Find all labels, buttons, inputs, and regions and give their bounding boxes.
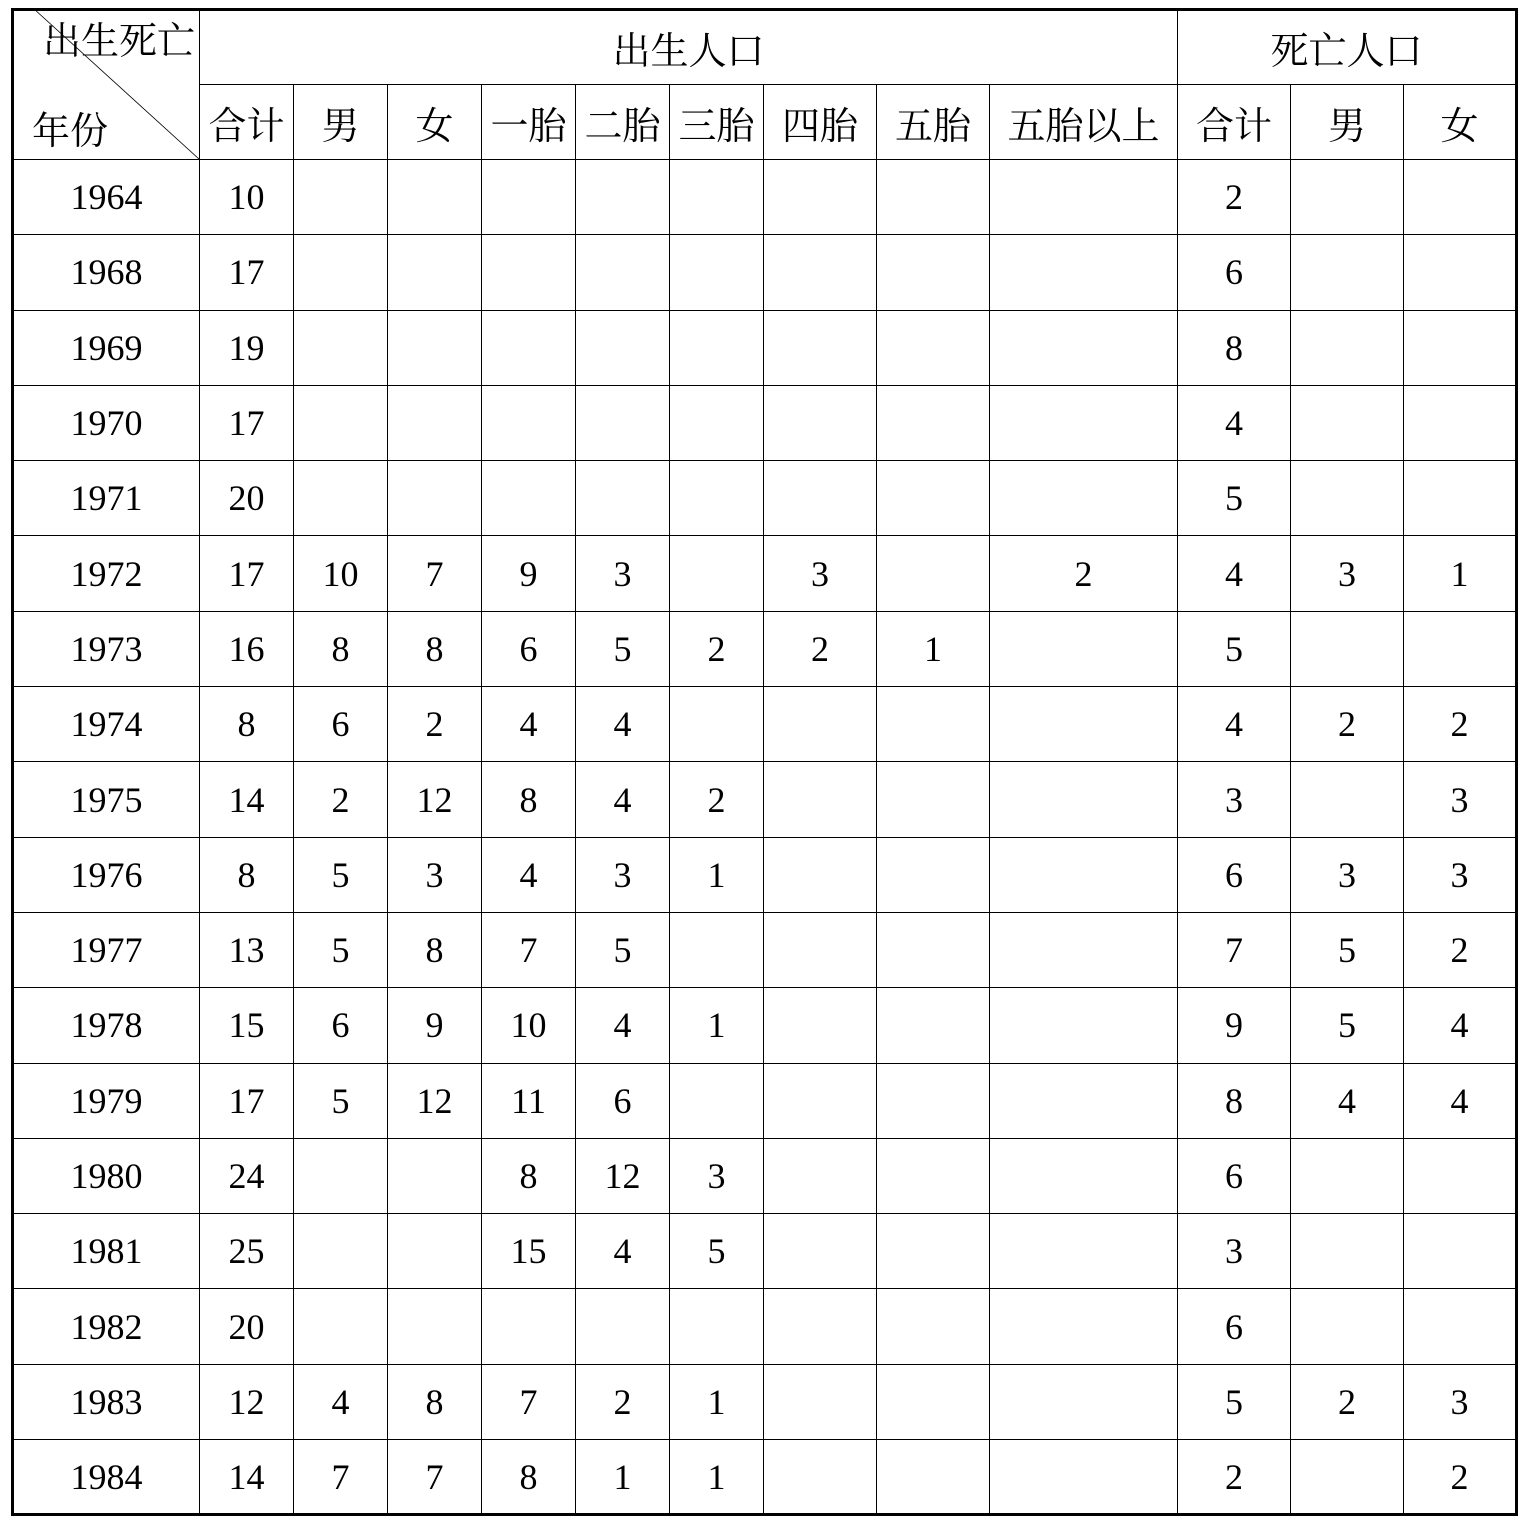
population-table bbox=[11, 8, 1518, 1516]
cell-death-total: 2 bbox=[1178, 1440, 1291, 1515]
col-header-death-male: 男 bbox=[1291, 85, 1404, 160]
cell-above-fifth-child bbox=[990, 762, 1178, 837]
cell-second-child bbox=[576, 310, 670, 385]
cell-fourth-child bbox=[764, 1214, 877, 1289]
cell-birth-male: 6 bbox=[294, 988, 388, 1063]
cell-birth-total: 20 bbox=[200, 461, 294, 536]
table-row bbox=[13, 837, 1517, 912]
cell-birth-male bbox=[294, 1289, 388, 1364]
cell-death-male bbox=[1291, 1289, 1404, 1364]
corner-header-cell bbox=[13, 10, 200, 160]
cell-death-male: 5 bbox=[1291, 988, 1404, 1063]
cell-third-child bbox=[670, 1063, 764, 1138]
cell-first-child bbox=[482, 235, 576, 310]
table-row bbox=[13, 1214, 1517, 1289]
cell-birth-female: 8 bbox=[388, 1364, 482, 1439]
cell-second-child: 6 bbox=[576, 1063, 670, 1138]
cell-first-child: 10 bbox=[482, 988, 576, 1063]
cell-year: 1981 bbox=[13, 1214, 200, 1289]
cell-above-fifth-child bbox=[990, 988, 1178, 1063]
cell-birth-female bbox=[388, 1138, 482, 1213]
cell-second-child: 4 bbox=[576, 988, 670, 1063]
cell-first-child bbox=[482, 1289, 576, 1364]
cell-death-female bbox=[1404, 1214, 1517, 1289]
cell-above-fifth-child bbox=[990, 385, 1178, 460]
cell-birth-total: 14 bbox=[200, 762, 294, 837]
cell-fifth-child bbox=[877, 310, 990, 385]
cell-death-total: 8 bbox=[1178, 310, 1291, 385]
cell-fifth-child bbox=[877, 1364, 990, 1439]
cell-first-child: 8 bbox=[482, 1440, 576, 1515]
cell-birth-female: 9 bbox=[388, 988, 482, 1063]
cell-year: 1970 bbox=[13, 385, 200, 460]
cell-fifth-child bbox=[877, 912, 990, 987]
cell-birth-female: 12 bbox=[388, 1063, 482, 1138]
cell-birth-total: 25 bbox=[200, 1214, 294, 1289]
cell-death-total: 4 bbox=[1178, 385, 1291, 460]
cell-death-total: 6 bbox=[1178, 1138, 1291, 1213]
cell-year: 1964 bbox=[13, 160, 200, 235]
cell-year: 1968 bbox=[13, 235, 200, 310]
cell-death-male bbox=[1291, 235, 1404, 310]
cell-death-total: 4 bbox=[1178, 536, 1291, 611]
corner-label-birth-death: 出生死亡 bbox=[42, 21, 195, 63]
cell-birth-total: 14 bbox=[200, 1440, 294, 1515]
table-row bbox=[13, 1138, 1517, 1213]
cell-birth-male bbox=[294, 1214, 388, 1289]
cell-birth-total: 15 bbox=[200, 988, 294, 1063]
cell-birth-male bbox=[294, 1138, 388, 1213]
cell-second-child bbox=[576, 1289, 670, 1364]
cell-death-female bbox=[1404, 1138, 1517, 1213]
cell-birth-total: 8 bbox=[200, 687, 294, 762]
cell-fourth-child bbox=[764, 310, 877, 385]
cell-fifth-child bbox=[877, 536, 990, 611]
cell-first-child: 8 bbox=[482, 1138, 576, 1213]
cell-birth-male bbox=[294, 385, 388, 460]
cell-death-male bbox=[1291, 611, 1404, 686]
cell-death-female bbox=[1404, 235, 1517, 310]
cell-birth-male bbox=[294, 235, 388, 310]
cell-fifth-child bbox=[877, 762, 990, 837]
cell-birth-male: 7 bbox=[294, 1440, 388, 1515]
cell-first-child: 8 bbox=[482, 762, 576, 837]
cell-first-child bbox=[482, 310, 576, 385]
cell-above-fifth-child bbox=[990, 160, 1178, 235]
cell-birth-female: 12 bbox=[388, 762, 482, 837]
cell-fourth-child bbox=[764, 1289, 877, 1364]
cell-birth-female bbox=[388, 160, 482, 235]
cell-death-male: 5 bbox=[1291, 912, 1404, 987]
cell-death-male: 3 bbox=[1291, 536, 1404, 611]
col-header-third-child: 三胎 bbox=[670, 85, 764, 160]
cell-birth-total: 20 bbox=[200, 1289, 294, 1364]
cell-year: 1973 bbox=[13, 611, 200, 686]
cell-fourth-child bbox=[764, 1440, 877, 1515]
cell-birth-total: 19 bbox=[200, 310, 294, 385]
cell-above-fifth-child bbox=[990, 310, 1178, 385]
cell-death-female bbox=[1404, 160, 1517, 235]
cell-year: 1983 bbox=[13, 1364, 200, 1439]
cell-death-total: 3 bbox=[1178, 1214, 1291, 1289]
cell-fifth-child bbox=[877, 1063, 990, 1138]
cell-death-total: 8 bbox=[1178, 1063, 1291, 1138]
cell-above-fifth-child bbox=[990, 912, 1178, 987]
cell-first-child: 15 bbox=[482, 1214, 576, 1289]
cell-birth-female: 8 bbox=[388, 611, 482, 686]
cell-death-total: 6 bbox=[1178, 837, 1291, 912]
cell-third-child: 1 bbox=[670, 1440, 764, 1515]
table-row bbox=[13, 536, 1517, 611]
cell-death-female bbox=[1404, 1289, 1517, 1364]
cell-second-child: 4 bbox=[576, 687, 670, 762]
cell-death-male: 3 bbox=[1291, 837, 1404, 912]
group-header-birth: 出生人口 bbox=[200, 10, 1178, 85]
cell-second-child: 5 bbox=[576, 912, 670, 987]
cell-first-child bbox=[482, 160, 576, 235]
table-row bbox=[13, 762, 1517, 837]
col-header-above-fifth-child: 五胎以上 bbox=[990, 85, 1178, 160]
cell-death-female: 3 bbox=[1404, 837, 1517, 912]
cell-death-female: 4 bbox=[1404, 1063, 1517, 1138]
cell-birth-male: 5 bbox=[294, 912, 388, 987]
group-header-death: 死亡人口 bbox=[1178, 10, 1517, 85]
cell-third-child: 2 bbox=[670, 611, 764, 686]
cell-birth-male bbox=[294, 310, 388, 385]
cell-year: 1982 bbox=[13, 1289, 200, 1364]
cell-fifth-child bbox=[877, 160, 990, 235]
col-header-first-child: 一胎 bbox=[482, 85, 576, 160]
corner-label-year: 年份 bbox=[32, 111, 109, 153]
cell-birth-male: 4 bbox=[294, 1364, 388, 1439]
cell-death-female: 4 bbox=[1404, 988, 1517, 1063]
table-row bbox=[13, 461, 1517, 536]
cell-above-fifth-child bbox=[990, 1214, 1178, 1289]
cell-year: 1971 bbox=[13, 461, 200, 536]
cell-year: 1980 bbox=[13, 1138, 200, 1213]
cell-fifth-child bbox=[877, 687, 990, 762]
cell-death-male bbox=[1291, 461, 1404, 536]
col-header-birth-male: 男 bbox=[294, 85, 388, 160]
cell-death-female: 2 bbox=[1404, 687, 1517, 762]
cell-first-child: 7 bbox=[482, 912, 576, 987]
cell-fourth-child bbox=[764, 762, 877, 837]
cell-fourth-child bbox=[764, 461, 877, 536]
table-row bbox=[13, 385, 1517, 460]
cell-birth-male: 2 bbox=[294, 762, 388, 837]
col-header-birth-total: 合计 bbox=[200, 85, 294, 160]
cell-death-male bbox=[1291, 310, 1404, 385]
cell-fifth-child bbox=[877, 988, 990, 1063]
cell-fourth-child bbox=[764, 988, 877, 1063]
cell-fifth-child bbox=[877, 837, 990, 912]
cell-above-fifth-child bbox=[990, 1440, 1178, 1515]
cell-year: 1979 bbox=[13, 1063, 200, 1138]
cell-above-fifth-child bbox=[990, 461, 1178, 536]
cell-birth-female bbox=[388, 310, 482, 385]
cell-death-total: 4 bbox=[1178, 687, 1291, 762]
cell-third-child bbox=[670, 310, 764, 385]
cell-death-male: 4 bbox=[1291, 1063, 1404, 1138]
cell-birth-male bbox=[294, 461, 388, 536]
cell-death-total: 5 bbox=[1178, 461, 1291, 536]
cell-fifth-child bbox=[877, 385, 990, 460]
cell-fifth-child bbox=[877, 235, 990, 310]
cell-birth-female bbox=[388, 1289, 482, 1364]
cell-birth-male: 8 bbox=[294, 611, 388, 686]
cell-above-fifth-child bbox=[990, 1289, 1178, 1364]
table-row bbox=[13, 687, 1517, 762]
cell-second-child bbox=[576, 160, 670, 235]
cell-first-child bbox=[482, 461, 576, 536]
cell-fourth-child bbox=[764, 1063, 877, 1138]
cell-above-fifth-child bbox=[990, 611, 1178, 686]
cell-first-child: 9 bbox=[482, 536, 576, 611]
cell-fourth-child bbox=[764, 1364, 877, 1439]
cell-first-child: 7 bbox=[482, 1364, 576, 1439]
cell-birth-total: 17 bbox=[200, 536, 294, 611]
cell-birth-total: 12 bbox=[200, 1364, 294, 1439]
table-row bbox=[13, 160, 1517, 235]
cell-death-male: 2 bbox=[1291, 1364, 1404, 1439]
cell-above-fifth-child bbox=[990, 1063, 1178, 1138]
cell-birth-total: 10 bbox=[200, 160, 294, 235]
table-row bbox=[13, 988, 1517, 1063]
cell-birth-total: 17 bbox=[200, 235, 294, 310]
cell-birth-total: 17 bbox=[200, 385, 294, 460]
table-row bbox=[13, 310, 1517, 385]
cell-death-female: 3 bbox=[1404, 1364, 1517, 1439]
cell-birth-female bbox=[388, 461, 482, 536]
cell-birth-male: 6 bbox=[294, 687, 388, 762]
cell-second-child: 4 bbox=[576, 762, 670, 837]
cell-death-female: 2 bbox=[1404, 1440, 1517, 1515]
cell-death-female: 2 bbox=[1404, 912, 1517, 987]
cell-death-male bbox=[1291, 1138, 1404, 1213]
cell-year: 1972 bbox=[13, 536, 200, 611]
cell-second-child: 4 bbox=[576, 1214, 670, 1289]
cell-birth-male bbox=[294, 160, 388, 235]
cell-death-male: 2 bbox=[1291, 687, 1404, 762]
cell-third-child bbox=[670, 536, 764, 611]
cell-fourth-child bbox=[764, 687, 877, 762]
cell-death-female bbox=[1404, 310, 1517, 385]
cell-fifth-child bbox=[877, 1440, 990, 1515]
cell-third-child: 1 bbox=[670, 837, 764, 912]
cell-death-total: 7 bbox=[1178, 912, 1291, 987]
cell-year: 1974 bbox=[13, 687, 200, 762]
col-header-death-total: 合计 bbox=[1178, 85, 1291, 160]
cell-third-child: 3 bbox=[670, 1138, 764, 1213]
cell-birth-total: 13 bbox=[200, 912, 294, 987]
cell-year: 1978 bbox=[13, 988, 200, 1063]
cell-death-male bbox=[1291, 1440, 1404, 1515]
cell-birth-female: 3 bbox=[388, 837, 482, 912]
cell-birth-female bbox=[388, 235, 482, 310]
cell-death-male bbox=[1291, 762, 1404, 837]
cell-above-fifth-child bbox=[990, 235, 1178, 310]
cell-third-child bbox=[670, 912, 764, 987]
cell-second-child: 3 bbox=[576, 837, 670, 912]
cell-third-child bbox=[670, 235, 764, 310]
cell-death-male bbox=[1291, 160, 1404, 235]
cell-fifth-child: 1 bbox=[877, 611, 990, 686]
col-header-fifth-child: 五胎 bbox=[877, 85, 990, 160]
col-header-death-female: 女 bbox=[1404, 85, 1517, 160]
cell-second-child: 3 bbox=[576, 536, 670, 611]
cell-birth-total: 8 bbox=[200, 837, 294, 912]
cell-death-total: 6 bbox=[1178, 235, 1291, 310]
cell-second-child: 5 bbox=[576, 611, 670, 686]
cell-death-female: 3 bbox=[1404, 762, 1517, 837]
cell-above-fifth-child bbox=[990, 1364, 1178, 1439]
cell-second-child bbox=[576, 235, 670, 310]
table-row bbox=[13, 1440, 1517, 1515]
cell-third-child bbox=[670, 461, 764, 536]
cell-birth-female: 2 bbox=[388, 687, 482, 762]
cell-first-child: 4 bbox=[482, 687, 576, 762]
cell-year: 1977 bbox=[13, 912, 200, 987]
cell-second-child bbox=[576, 461, 670, 536]
cell-fourth-child bbox=[764, 160, 877, 235]
cell-fifth-child bbox=[877, 1289, 990, 1364]
cell-death-total: 2 bbox=[1178, 160, 1291, 235]
cell-birth-total: 24 bbox=[200, 1138, 294, 1213]
table-row bbox=[13, 912, 1517, 987]
cell-death-total: 5 bbox=[1178, 611, 1291, 686]
cell-second-child bbox=[576, 385, 670, 460]
cell-first-child: 6 bbox=[482, 611, 576, 686]
cell-year: 1976 bbox=[13, 837, 200, 912]
table-row bbox=[13, 611, 1517, 686]
cell-death-total: 6 bbox=[1178, 1289, 1291, 1364]
cell-death-total: 9 bbox=[1178, 988, 1291, 1063]
cell-third-child: 2 bbox=[670, 762, 764, 837]
cell-birth-total: 17 bbox=[200, 1063, 294, 1138]
cell-second-child: 12 bbox=[576, 1138, 670, 1213]
cell-third-child: 1 bbox=[670, 988, 764, 1063]
table-row bbox=[13, 1364, 1517, 1439]
cell-death-total: 5 bbox=[1178, 1364, 1291, 1439]
cell-third-child bbox=[670, 160, 764, 235]
header-row-columns bbox=[13, 85, 1517, 160]
cell-death-female bbox=[1404, 385, 1517, 460]
cell-birth-male: 10 bbox=[294, 536, 388, 611]
cell-fifth-child bbox=[877, 1214, 990, 1289]
table-row bbox=[13, 1063, 1517, 1138]
cell-fourth-child bbox=[764, 912, 877, 987]
table-row bbox=[13, 1289, 1517, 1364]
cell-fourth-child bbox=[764, 1138, 877, 1213]
cell-above-fifth-child bbox=[990, 1138, 1178, 1213]
cell-birth-male: 5 bbox=[294, 1063, 388, 1138]
cell-death-female bbox=[1404, 461, 1517, 536]
cell-year: 1975 bbox=[13, 762, 200, 837]
cell-above-fifth-child bbox=[990, 837, 1178, 912]
cell-third-child bbox=[670, 687, 764, 762]
header-row-groups bbox=[13, 10, 1517, 85]
cell-birth-female bbox=[388, 385, 482, 460]
cell-birth-female: 7 bbox=[388, 536, 482, 611]
cell-fifth-child bbox=[877, 1138, 990, 1213]
cell-death-male bbox=[1291, 385, 1404, 460]
cell-death-female bbox=[1404, 611, 1517, 686]
cell-fourth-child: 2 bbox=[764, 611, 877, 686]
col-header-birth-female: 女 bbox=[388, 85, 482, 160]
cell-fourth-child bbox=[764, 235, 877, 310]
cell-death-male bbox=[1291, 1214, 1404, 1289]
cell-birth-total: 16 bbox=[200, 611, 294, 686]
cell-birth-female: 8 bbox=[388, 912, 482, 987]
cell-birth-female: 7 bbox=[388, 1440, 482, 1515]
cell-death-female: 1 bbox=[1404, 536, 1517, 611]
cell-fourth-child bbox=[764, 385, 877, 460]
cell-third-child bbox=[670, 1289, 764, 1364]
cell-first-child bbox=[482, 385, 576, 460]
table-row bbox=[13, 235, 1517, 310]
cell-death-total: 3 bbox=[1178, 762, 1291, 837]
cell-above-fifth-child bbox=[990, 687, 1178, 762]
cell-fourth-child: 3 bbox=[764, 536, 877, 611]
cell-third-child bbox=[670, 385, 764, 460]
cell-above-fifth-child: 2 bbox=[990, 536, 1178, 611]
col-header-second-child: 二胎 bbox=[576, 85, 670, 160]
cell-first-child: 11 bbox=[482, 1063, 576, 1138]
cell-first-child: 4 bbox=[482, 837, 576, 912]
cell-birth-male: 5 bbox=[294, 837, 388, 912]
col-header-fourth-child: 四胎 bbox=[764, 85, 877, 160]
cell-third-child: 1 bbox=[670, 1364, 764, 1439]
cell-third-child: 5 bbox=[670, 1214, 764, 1289]
cell-birth-female bbox=[388, 1214, 482, 1289]
cell-year: 1969 bbox=[13, 310, 200, 385]
cell-second-child: 2 bbox=[576, 1364, 670, 1439]
cell-fourth-child bbox=[764, 837, 877, 912]
table-body bbox=[13, 160, 1517, 1515]
cell-second-child: 1 bbox=[576, 1440, 670, 1515]
cell-year: 1984 bbox=[13, 1440, 200, 1515]
cell-fifth-child bbox=[877, 461, 990, 536]
